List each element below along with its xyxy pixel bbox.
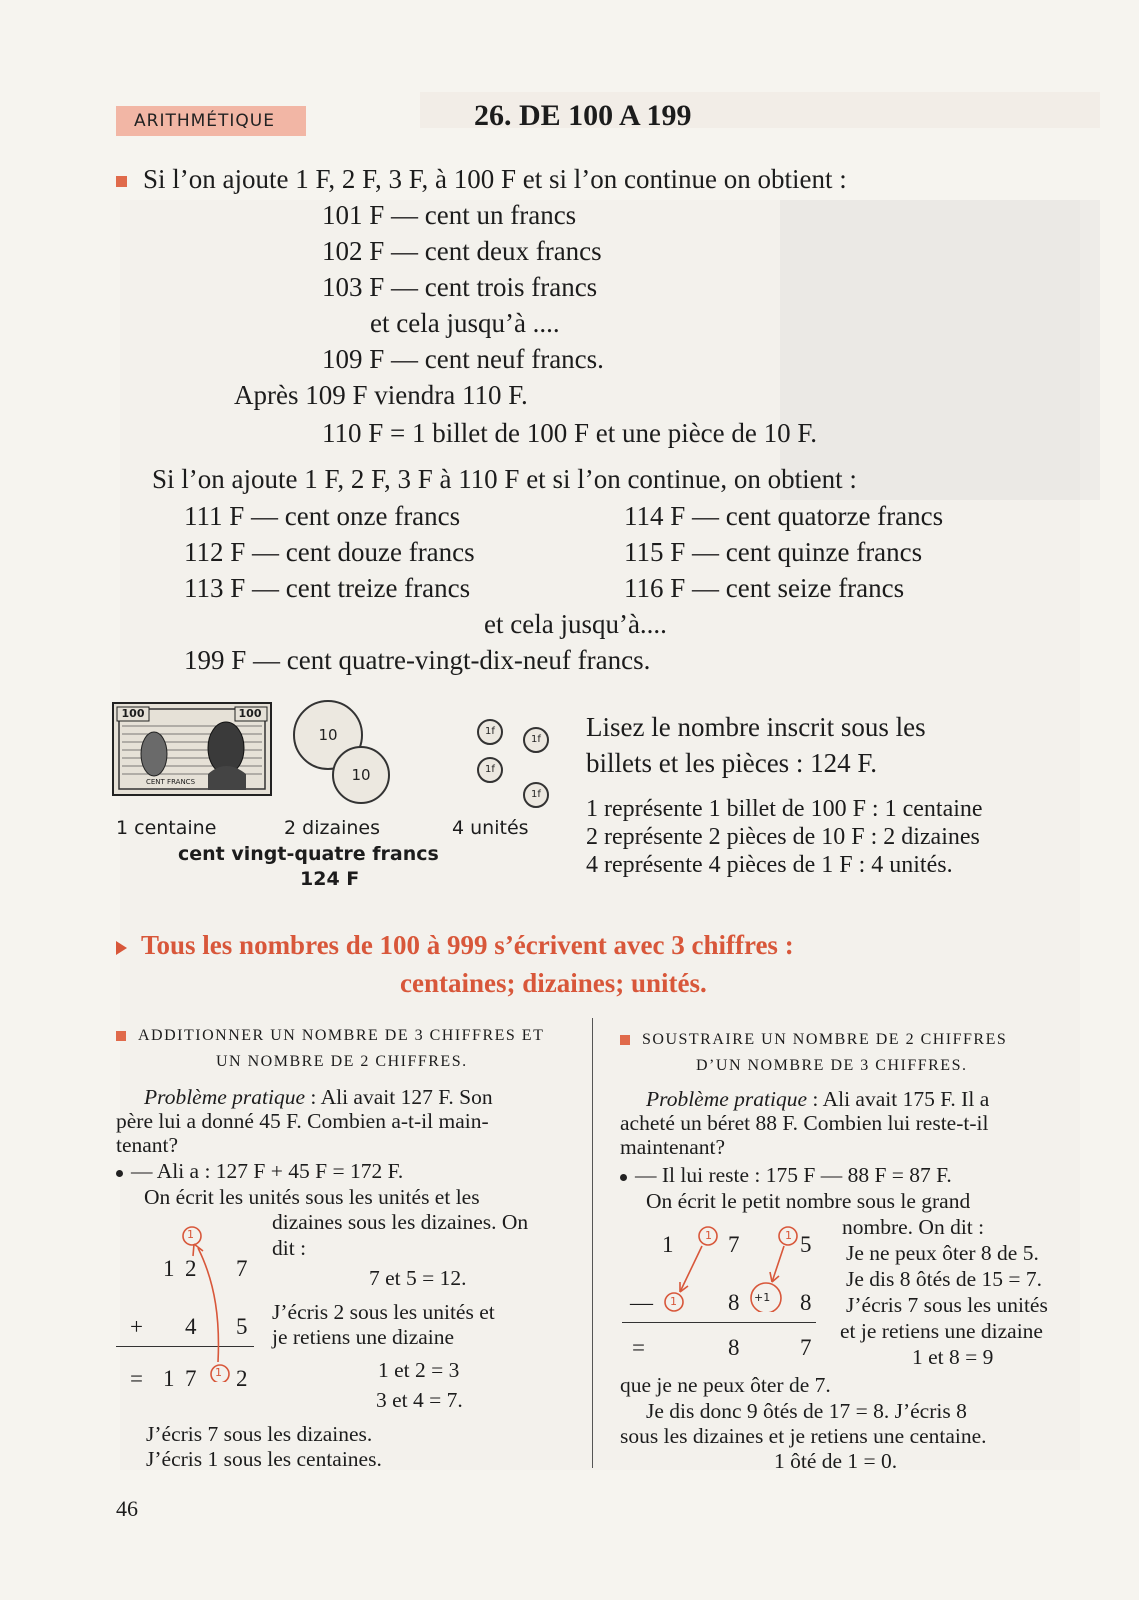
carry-digit-bottom: 1 <box>215 1366 222 1379</box>
add-digit: 5 <box>236 1314 248 1339</box>
sub-problem-3: maintenant? <box>620 1135 726 1159</box>
read-text-1: Lisez le nombre inscrit sous les <box>586 712 926 742</box>
borrow-digit-tens: 1 <box>705 1229 712 1242</box>
intro-line <box>116 164 847 195</box>
add-result-digit: 2 <box>236 1366 248 1391</box>
sub-problem-text: : Ali avait 175 F. Il a <box>807 1087 990 1111</box>
add-step-3: je retiens une dizaine <box>272 1325 455 1349</box>
line-199: 199 F — cent quatre-vingt-dix-neuf francs. <box>184 645 651 675</box>
add-digit: 7 <box>236 1256 248 1281</box>
borrow-digit-units: 1 <box>785 1229 792 1242</box>
coin-1-icon: 1f <box>477 719 503 745</box>
add-equals: = <box>130 1366 143 1391</box>
sub-explain-1: On écrit le petit nombre sous le grand <box>646 1189 971 1213</box>
problem-label: Problème pratique <box>646 1087 808 1111</box>
problem-label: Problème pratique <box>144 1085 306 1109</box>
read-line-2: billets et les pièces : 124 F. <box>586 748 878 778</box>
sub-step-6: 1 et 8 = 9 <box>912 1345 994 1369</box>
bullet-square-icon <box>620 1035 630 1045</box>
line-112: 112 F — cent douze francs <box>184 537 475 567</box>
sub-step-2: Je ne peux ôter 8 de 5. <box>846 1241 1039 1265</box>
carry-digit-top: 1 <box>187 1228 194 1241</box>
sub-heading-text: SOUSTRAIRE UN NOMBRE DE 2 CHIFFRES <box>642 1031 1008 1048</box>
line-115: 115 F — cent quinze francs <box>624 537 923 567</box>
add-ali-text: — Ali a : 127 F + 45 F = 172 F. <box>131 1159 404 1183</box>
add-explain-1: On écrit les unités sous les unités et les <box>144 1185 480 1209</box>
rule-line-1 <box>116 930 794 961</box>
sub-result-digit: 8 <box>728 1335 740 1360</box>
note-value-right: 100 <box>238 707 262 720</box>
line-113: 113 F — cent treize francs <box>184 573 471 603</box>
rule-text-1: Tous les nombres de 100 à 999 s’écrivent avec 3 chiffres : <box>141 930 794 960</box>
sub-digit: 1 <box>662 1232 674 1257</box>
sub-equals: = <box>632 1335 645 1360</box>
read-line-1 <box>586 712 926 743</box>
add-heading-2: UN NOMBRE DE 2 CHIFFRES. <box>216 1053 468 1070</box>
sub-heading-1 <box>620 1031 1007 1049</box>
line-etc: et cela jusqu’à .... <box>370 308 560 338</box>
note-text: CENT FRANCS <box>146 778 196 786</box>
caption-words: cent vingt-quatre francs <box>178 843 439 865</box>
line-116: 116 F — cent seize francs <box>624 573 905 603</box>
add-explain-2: dizaines sous les dizaines. On <box>272 1210 529 1234</box>
add-explain-3: dit : <box>272 1236 307 1260</box>
sub-digit: 7 <box>728 1232 740 1257</box>
sub-digit: 8 <box>800 1290 812 1315</box>
add-ali <box>116 1159 403 1184</box>
line-110: 110 F = 1 billet de 100 F et une pièce de 10 F. <box>322 418 817 448</box>
line-109: 109 F — cent neuf francs. <box>322 344 604 374</box>
sub-step-4: J’écris 7 sous les unités <box>846 1293 1048 1317</box>
caption-centaine: 1 centaine <box>116 817 217 839</box>
add-digit: 2 <box>185 1256 197 1281</box>
line-101: 101 F — cent un francs <box>322 200 577 230</box>
sub-conclude-2: Je dis donc 9 ôtés de 17 = 8. J’écris 8 <box>646 1399 967 1423</box>
sub-digit: 5 <box>800 1232 812 1257</box>
sub-digit: 8 <box>728 1290 740 1315</box>
caption-dizaines: 2 dizaines <box>284 817 380 839</box>
line-103: 103 F — cent trois francs <box>322 272 598 302</box>
sub-minus: — <box>630 1290 653 1315</box>
bullet-dot-icon <box>116 1170 123 1177</box>
page-number: 46 <box>116 1496 138 1521</box>
borrow-digit-bottom: 1 <box>670 1295 677 1308</box>
bullet-dot-icon <box>620 1174 627 1181</box>
read-row-3: 4 représente 4 pièces de 1 F : 4 unités. <box>586 852 953 878</box>
sub-conclude-3: sous les dizaines et je retiens une centaine. <box>620 1424 987 1448</box>
add-problem-2: père lui a donné 45 F. Combien a-t-il main- <box>116 1109 489 1133</box>
add-digit: 4 <box>185 1314 197 1339</box>
add-conclude-1: J’écris 7 sous les dizaines. <box>146 1422 373 1446</box>
note-value-left: 100 <box>121 707 145 720</box>
add-conclude-2: J’écris 1 sous les centaines. <box>146 1447 382 1471</box>
second-intro: Si l’on ajoute 1 F, 2 F, 3 F à 110 F et si l’on continue, on obtient : <box>152 464 857 494</box>
section-label: ARITHMÉTIQUE <box>116 106 306 136</box>
add-step-1: 7 et 5 = 12. <box>369 1266 467 1290</box>
add-heading-1 <box>116 1027 544 1045</box>
add-heading-text: ADDITIONNER UN NOMBRE DE 3 CHIFFRES ET <box>138 1027 545 1044</box>
sub-problem-2: acheté un béret 88 F. Combien lui reste-t-il <box>620 1111 989 1135</box>
sub-problem-1 <box>646 1087 989 1112</box>
sub-step-3: Je dis 8 ôtés de 15 = 7. <box>846 1267 1043 1291</box>
coin-10-icon: 10 <box>332 746 390 804</box>
line-apres: Après 109 F viendra 110 F. <box>234 380 528 410</box>
sub-result-line <box>622 1322 816 1323</box>
bullet-square-icon <box>116 176 127 187</box>
bullet-square-icon <box>116 1031 126 1041</box>
rule-line-2: centaines; dizaines; unités. <box>400 968 707 998</box>
coin-10-icon: 10 <box>293 700 363 770</box>
intro-text: Si l’on ajoute 1 F, 2 F, 3 F, à 100 F et si l’on continue on obtient : <box>143 164 847 194</box>
add-problem-3: tenant? <box>116 1133 179 1157</box>
coin-1-icon: 1f <box>523 727 549 753</box>
line-111: 111 F — cent onze francs <box>184 501 461 531</box>
sub-reste-text: — Il lui reste : 175 F — 88 F = 87 F. <box>635 1163 952 1187</box>
sub-conclude-4: 1 ôté de 1 = 0. <box>774 1449 898 1473</box>
add-step-4: 1 et 2 = 3 <box>378 1358 460 1382</box>
sub-step-5: et je retiens une dizaine <box>840 1319 1043 1343</box>
line-etc-2: et cela jusqu’à.... <box>484 609 667 639</box>
column-divider <box>592 1018 593 1468</box>
add-plus: + <box>130 1314 143 1339</box>
plus-one-label: +1 <box>754 1291 771 1304</box>
banknote-100-icon <box>112 702 272 796</box>
sub-result-digit: 7 <box>800 1335 812 1360</box>
line-102: 102 F — cent deux francs <box>322 236 602 266</box>
caption-number: 124 F <box>300 868 360 890</box>
sub-step-1: nombre. On dit : <box>842 1215 985 1239</box>
coin-1-icon: 1f <box>523 782 549 808</box>
add-problem-text: : Ali avait 127 F. Son <box>305 1085 493 1109</box>
carry-arrow-icon <box>150 1222 260 1382</box>
line-114: 114 F — cent quatorze francs <box>624 501 944 531</box>
add-step-5: 3 et 4 = 7. <box>376 1388 463 1412</box>
read-row-2: 2 représente 2 pièces de 10 F : 2 dizaines <box>586 824 980 850</box>
read-row-1: 1 représente 1 billet de 100 F : 1 centaine <box>586 796 983 822</box>
add-step-2: J’écris 2 sous les unités et <box>272 1300 495 1324</box>
add-digit: 1 <box>163 1256 175 1281</box>
sub-reste <box>620 1163 952 1188</box>
caption-unites: 4 unités <box>452 817 529 839</box>
add-problem-1 <box>144 1085 493 1110</box>
coin-1-icon: 1f <box>477 757 503 783</box>
add-result-digit: 7 <box>185 1366 197 1391</box>
add-result-digit: 1 <box>163 1366 175 1391</box>
sub-conclude-1: que je ne peux ôter de 7. <box>620 1373 831 1397</box>
sub-heading-2: D’UN NOMBRE DE 3 CHIFFRES. <box>696 1057 968 1074</box>
page-title: 26. DE 100 A 199 <box>474 99 692 132</box>
arrow-right-icon <box>116 941 127 955</box>
